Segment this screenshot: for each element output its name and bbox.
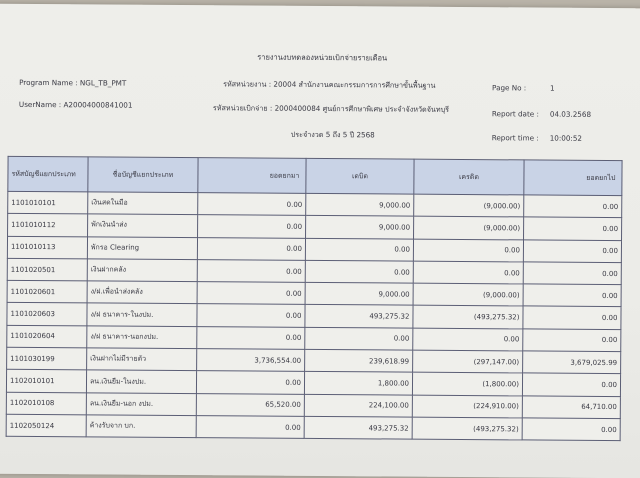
cell-account-code: 1101020604 <box>7 325 87 348</box>
cell-debit: 224,100.00 <box>304 394 412 417</box>
cell-carried-forward: 0.00 <box>522 373 620 396</box>
cell-credit: (9,000.00) <box>413 283 523 306</box>
cell-account-name: เงินสดในมือ <box>88 192 198 215</box>
cell-account-name: เงินฝากไม่มีรายตัว <box>87 348 197 371</box>
cell-account-name: ลน.เงินยืม-นอก งปม. <box>86 393 196 416</box>
cell-brought-forward: 0.00 <box>196 371 304 394</box>
cell-account-code: 1101020501 <box>7 258 87 281</box>
cell-account-name: ง/ฝ ธนาคาร-ในงปม. <box>87 303 197 326</box>
cell-account-code: 1101020603 <box>7 303 87 326</box>
cell-credit: (224,910.00) <box>412 395 522 418</box>
cell-carried-forward: 0.00 <box>523 240 621 263</box>
header-account-name: ชื่อบัญชีแยกประเภท <box>88 157 198 193</box>
cell-carried-forward: 64,710.00 <box>522 396 620 419</box>
cell-account-name: ค้างรับจาก บก. <box>86 415 196 438</box>
cell-credit: (297,147.00) <box>413 350 523 373</box>
cell-credit: 0.00 <box>413 239 523 262</box>
cell-account-name: พักรอ Clearing <box>87 236 197 259</box>
cell-carried-forward: 0.00 <box>523 262 621 285</box>
cell-carried-forward: 0.00 <box>524 195 622 218</box>
cell-brought-forward: 0.00 <box>197 282 305 305</box>
cell-brought-forward: 0.00 <box>198 193 306 216</box>
cell-account-name: พักเงินนำส่ง <box>88 214 198 237</box>
cell-account-name: ลน.เงินยืม-ในงปม. <box>86 370 196 393</box>
cell-debit: 9,000.00 <box>306 193 414 216</box>
cell-account-code: 1101010113 <box>7 236 87 259</box>
cell-debit: 493,275.32 <box>304 416 412 439</box>
header-debit: เดบิต <box>306 158 414 194</box>
program-name: Program Name : NGL_TB_PMT <box>19 77 127 88</box>
cell-brought-forward: 0.00 <box>197 260 305 283</box>
cell-account-code: 1102050124 <box>6 414 86 437</box>
page-no-label: Page No : <box>492 83 527 93</box>
page-no-value: 1 <box>550 83 555 93</box>
cell-carried-forward: 0.00 <box>524 217 622 240</box>
cell-account-name: ง/ฝ.เพื่อนำส่งคลัง <box>87 281 197 304</box>
report-time-label: Report time : <box>491 133 539 143</box>
cell-brought-forward: 0.00 <box>197 326 305 349</box>
header-carried-forward: ยอดยกไป <box>524 160 622 196</box>
table-header-row <box>8 156 622 195</box>
cell-debit: 9,000.00 <box>306 216 414 239</box>
cell-account-code: 1101030199 <box>7 347 87 370</box>
agency-line: รหัสหน่วยงาน : 20004 สำนักงานคณะกรรมการการศึกษาขั้นพื้นฐาน <box>223 79 436 90</box>
trial-balance-table <box>6 156 622 442</box>
cell-account-name: ง/ฝ ธนาคาร-นอกงปม. <box>87 326 197 349</box>
cell-credit: (9,000.00) <box>414 216 524 239</box>
cell-brought-forward: 0.00 <box>198 215 306 238</box>
cell-account-code: 1102010101 <box>6 370 86 393</box>
report-date-label: Report date : <box>491 109 539 119</box>
cell-credit: 0.00 <box>413 328 523 351</box>
cell-debit: 0.00 <box>305 260 413 283</box>
report-paper <box>0 4 640 478</box>
cell-credit: (493,275.32) <box>412 417 522 440</box>
cell-credit: (1,800.00) <box>412 373 522 396</box>
cell-brought-forward: 3,736,554.00 <box>197 349 305 372</box>
cell-carried-forward: 0.00 <box>523 329 621 352</box>
cell-account-code: 1101010112 <box>8 214 88 237</box>
cell-debit: 0.00 <box>305 327 413 350</box>
cell-carried-forward: 0.00 <box>522 418 620 441</box>
report-title: รายงานงบทดลองหน่วยเบิกจ่ายรายเดือน <box>257 52 388 63</box>
cell-debit: 0.00 <box>305 238 413 261</box>
cell-carried-forward: 0.00 <box>523 306 621 329</box>
cell-brought-forward: 0.00 <box>197 304 305 327</box>
cell-account-name: เงินฝากคลัง <box>87 259 197 282</box>
cell-credit: (9,000.00) <box>414 194 524 217</box>
period-line: ประจำงวด 5 ถึง 5 ปี 2568 <box>290 129 375 140</box>
header-brought-forward: ยอดยกมา <box>198 158 306 194</box>
cell-credit: (493,275.32) <box>413 306 523 329</box>
table-row <box>6 414 620 441</box>
cell-debit: 493,275.32 <box>305 305 413 328</box>
header-account-code: รหัสบัญชีแยกประเภท <box>8 156 88 192</box>
cell-account-code: 1101010101 <box>8 191 88 214</box>
cell-carried-forward: 0.00 <box>523 284 621 307</box>
cell-credit: 0.00 <box>413 261 523 284</box>
cell-debit: 239,618.99 <box>305 349 413 372</box>
disbursing-unit-line: รหัสหน่วยเบิกจ่าย : 2000400084 ศูนย์การศึกษาพิเศษ ประจำจังหวัดจันทบุรี <box>212 103 450 114</box>
cell-brought-forward: 65,520.00 <box>196 393 304 416</box>
cell-debit: 9,000.00 <box>305 283 413 306</box>
cell-debit: 1,800.00 <box>304 372 412 395</box>
cell-brought-forward: 0.00 <box>197 237 305 260</box>
username: UserName : A20004000841001 <box>18 99 133 110</box>
cell-account-code: 1102010108 <box>6 392 86 415</box>
cell-carried-forward: 3,679,025.99 <box>523 351 621 374</box>
header-credit: เครดิต <box>414 159 524 195</box>
report-date-value: 04.03.2568 <box>549 109 592 119</box>
cell-brought-forward: 0.00 <box>196 416 304 439</box>
report-time-value: 10:00:52 <box>549 133 583 143</box>
cell-account-code: 1101020601 <box>7 281 87 304</box>
